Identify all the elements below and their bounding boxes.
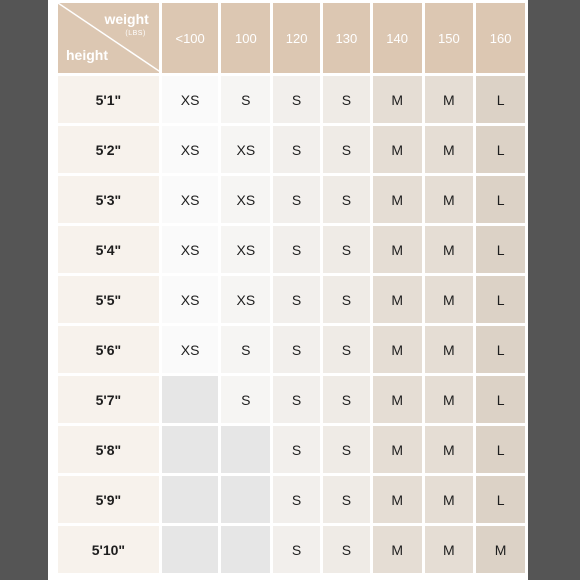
size-row (58, 526, 525, 573)
height-label: 5'2" (58, 126, 159, 173)
empty-size-cell (162, 376, 219, 423)
size-cell: S (323, 276, 370, 323)
size-row (58, 76, 525, 123)
size-row (58, 126, 525, 173)
size-cell: M (373, 326, 422, 373)
empty-size-cell (162, 476, 219, 523)
size-cell: XS (162, 176, 219, 223)
size-cell: S (273, 126, 320, 173)
size-cell: M (425, 276, 474, 323)
size-cell: XS (221, 226, 270, 273)
size-cell: L (476, 326, 525, 373)
height-label: 5'8" (58, 426, 159, 473)
size-cell: M (373, 376, 422, 423)
size-row (58, 326, 525, 373)
height-label: 5'3" (58, 176, 159, 223)
size-cell: M (373, 176, 422, 223)
empty-size-cell (162, 526, 219, 573)
size-cell: M (373, 76, 422, 123)
size-cell: S (323, 426, 370, 473)
weight-header: 100 (221, 3, 270, 73)
size-cell: S (323, 476, 370, 523)
size-cell: S (273, 376, 320, 423)
size-cell: S (273, 326, 320, 373)
height-label: 5'1" (58, 76, 159, 123)
header-row (58, 3, 525, 73)
size-cell: L (476, 126, 525, 173)
weight-header: 160 (476, 3, 525, 73)
size-cell: S (273, 176, 320, 223)
size-cell: L (476, 426, 525, 473)
weight-header: <100 (162, 3, 219, 73)
size-cell: L (476, 176, 525, 223)
size-cell: M (373, 426, 422, 473)
size-cell: S (273, 226, 320, 273)
size-cell: M (373, 476, 422, 523)
size-cell: S (323, 326, 370, 373)
size-cell: L (476, 476, 525, 523)
size-cell: XS (162, 326, 219, 373)
size-cell: M (476, 526, 525, 573)
weight-axis-label: weight (104, 11, 149, 27)
size-cell: S (273, 76, 320, 123)
size-cell: S (273, 526, 320, 573)
size-cell: L (476, 76, 525, 123)
weight-header: 130 (323, 3, 370, 73)
size-cell: S (323, 76, 370, 123)
height-label: 5'7" (58, 376, 159, 423)
size-cell: XS (162, 76, 219, 123)
height-label: 5'6" (58, 326, 159, 373)
weight-header: 150 (425, 3, 474, 73)
empty-size-cell (221, 426, 270, 473)
size-cell: S (221, 376, 270, 423)
size-cell: M (425, 376, 474, 423)
size-row (58, 276, 525, 323)
size-cell: M (425, 476, 474, 523)
weight-header: 140 (373, 3, 422, 73)
size-cell: L (476, 376, 525, 423)
size-cell: L (476, 276, 525, 323)
size-chart-sheet (48, 0, 528, 580)
size-cell: M (373, 276, 422, 323)
size-cell: S (273, 426, 320, 473)
size-cell: M (425, 176, 474, 223)
size-cell: S (323, 126, 370, 173)
size-cell: M (425, 426, 474, 473)
size-cell: S (323, 526, 370, 573)
size-cell: XS (162, 126, 219, 173)
size-cell: M (425, 526, 474, 573)
size-cell: XS (162, 226, 219, 273)
size-cell: S (273, 476, 320, 523)
size-row (58, 476, 525, 523)
empty-size-cell (221, 526, 270, 573)
size-cell: M (373, 126, 422, 173)
size-cell: XS (221, 126, 270, 173)
size-cell: M (373, 226, 422, 273)
size-row (58, 226, 525, 273)
size-cell: XS (162, 276, 219, 323)
size-cell: S (221, 76, 270, 123)
height-label: 5'5" (58, 276, 159, 323)
size-chart-table (55, 0, 528, 576)
height-axis-label: height (66, 47, 108, 63)
size-cell: S (221, 326, 270, 373)
size-cell: S (323, 176, 370, 223)
size-cell: S (323, 376, 370, 423)
height-label: 5'10" (58, 526, 159, 573)
size-cell: XS (221, 176, 270, 223)
size-cell: M (373, 526, 422, 573)
weight-header: 120 (273, 3, 320, 73)
empty-size-cell (162, 426, 219, 473)
height-label: 5'9" (58, 476, 159, 523)
empty-size-cell (221, 476, 270, 523)
size-row (58, 426, 525, 473)
size-cell: M (425, 126, 474, 173)
corner-header (58, 3, 159, 73)
size-cell: M (425, 326, 474, 373)
height-label: 5'4" (58, 226, 159, 273)
weight-unit-label: (LBS) (125, 30, 146, 37)
size-cell: S (323, 226, 370, 273)
size-cell: S (273, 276, 320, 323)
size-cell: L (476, 226, 525, 273)
size-row (58, 176, 525, 223)
size-row (58, 376, 525, 423)
size-cell: XS (221, 276, 270, 323)
size-cell: M (425, 226, 474, 273)
size-cell: M (425, 76, 474, 123)
size-chart-body (58, 76, 525, 573)
